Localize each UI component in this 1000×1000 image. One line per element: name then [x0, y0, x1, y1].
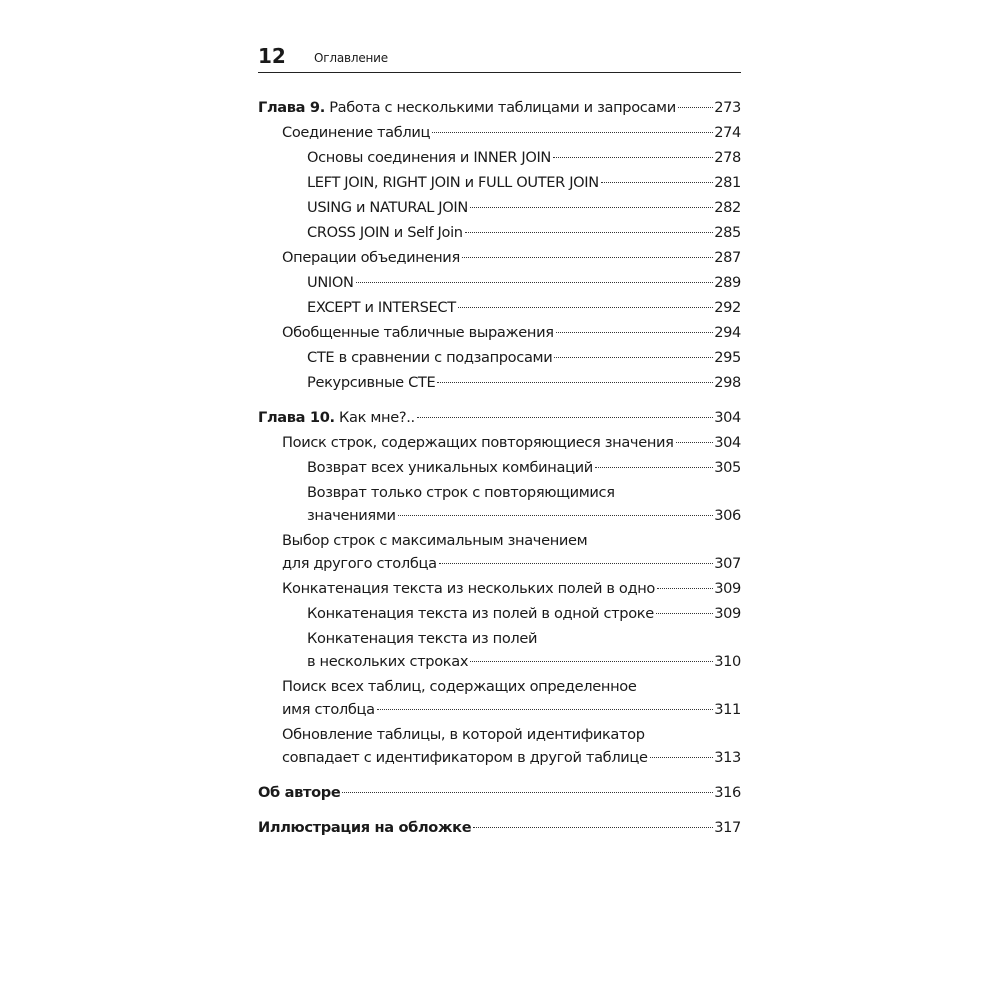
toc-page-number: 317 [714, 819, 741, 836]
toc-subsection [258, 146, 741, 169]
toc-subsection [258, 371, 741, 394]
page-number: 12 [258, 44, 286, 68]
dot-leader [398, 515, 714, 516]
subsection-title-line: значениями [307, 507, 396, 524]
section-title-line: Выбор строк с максимальным значением [282, 532, 588, 549]
dot-leader [553, 157, 713, 158]
toc-subsection [258, 456, 741, 479]
dot-leader [676, 442, 714, 443]
toc-page-number: 295 [714, 349, 741, 366]
toc-section [258, 723, 741, 769]
subsection-title-line: Возврат только строк с повторяющимися [307, 484, 615, 501]
toc-subsection [258, 296, 741, 319]
toc-page-number: 294 [714, 324, 741, 341]
dot-leader [473, 827, 713, 828]
toc-page-number: 282 [714, 199, 741, 216]
cover-illustration-title: Иллюстрация на обложке [258, 819, 472, 836]
subsection-title-line: Конкатенация текста из полей [307, 630, 538, 647]
toc-section [258, 246, 741, 269]
chapter-title: Работа с несколькими таблицами и запросами [329, 99, 676, 116]
chapter-label: Глава 10. [258, 409, 335, 426]
dot-leader [432, 132, 713, 133]
toc-page-number: 304 [714, 434, 741, 451]
section-title: Соединение таблиц [282, 124, 431, 141]
toc-page-number: 273 [714, 99, 741, 116]
toc-subsection [258, 196, 741, 219]
dot-leader [342, 792, 713, 793]
toc-page-number: 311 [714, 701, 741, 718]
chapter-title: Как мне?.. [339, 409, 415, 426]
toc-page-number: 305 [714, 459, 741, 476]
subsection-title: LEFT JOIN, RIGHT JOIN и FULL OUTER JOIN [307, 174, 599, 191]
dot-leader [439, 563, 714, 564]
dot-leader [462, 257, 713, 258]
dot-leader [554, 357, 713, 358]
dot-leader [595, 467, 713, 468]
dot-leader [470, 661, 713, 662]
toc-subsection [258, 346, 741, 369]
section-title: Поиск строк, содержащих повторяющиеся значения [282, 434, 674, 451]
subsection-title: Возврат всех уникальных комбинаций [307, 459, 593, 476]
dot-leader [657, 588, 713, 589]
toc-section [258, 321, 741, 344]
toc-page-number: 281 [714, 174, 741, 191]
about-author-title: Об авторе [258, 784, 341, 801]
toc-chapter-10 [258, 406, 741, 429]
subsection-title: Рекурсивные CTE [307, 374, 436, 391]
toc-page-number: 313 [714, 749, 741, 766]
toc-section [258, 431, 741, 454]
toc-page-number: 307 [714, 555, 741, 572]
toc-subsection [258, 221, 741, 244]
toc-page-number: 309 [714, 580, 741, 597]
section-title-line: совпадает с идентификатором в другой таблице [282, 749, 648, 766]
dot-leader [650, 757, 714, 758]
dot-leader [656, 613, 713, 614]
dot-leader [601, 182, 713, 183]
dot-leader [417, 417, 713, 418]
subsection-title: UNION [307, 274, 354, 291]
subsection-title: CTE в сравнении с подзапросами [307, 349, 553, 366]
toc-subsection [258, 271, 741, 294]
subsection-title: Основы соединения и INNER JOIN [307, 149, 551, 166]
toc-page-number: 289 [714, 274, 741, 291]
toc-page-number: 292 [714, 299, 741, 316]
subsection-title: EXCEPT и INTERSECT [307, 299, 456, 316]
toc-subsection [258, 171, 741, 194]
subsection-title: USING и NATURAL JOIN [307, 199, 468, 216]
toc-subsection [258, 627, 741, 673]
dot-leader [470, 207, 713, 208]
section-title-line: Обновление таблицы, в которой идентификатор [282, 726, 645, 743]
dot-leader [678, 107, 713, 108]
toc-subsection [258, 481, 741, 527]
toc-subsection [258, 602, 741, 625]
toc-cover-illustration [258, 816, 741, 839]
toc-page-number: 285 [714, 224, 741, 241]
section-title: Конкатенация текста из нескольких полей в одно [282, 580, 655, 597]
section-title-line: для другого столбца [282, 555, 437, 572]
dot-leader [356, 282, 714, 283]
toc-section [258, 121, 741, 144]
toc-section [258, 529, 741, 575]
section-title: Обобщенные табличные выражения [282, 324, 554, 341]
chapter-label: Глава 9. [258, 99, 325, 116]
subsection-title: CROSS JOIN и Self Join [307, 224, 463, 241]
toc-page-number: 278 [714, 149, 741, 166]
section-title-line: Поиск всех таблиц, содержащих определенное [282, 678, 637, 695]
subsection-title: Конкатенация текста из полей в одной строке [307, 605, 654, 622]
dot-leader [437, 382, 713, 383]
toc-section [258, 675, 741, 721]
toc-page-number: 298 [714, 374, 741, 391]
subsection-title-line: в нескольких строках [307, 653, 469, 670]
running-title: Оглавление [314, 51, 388, 65]
toc-page-number: 309 [714, 605, 741, 622]
section-title: Операции объединения [282, 249, 460, 266]
toc-about-author [258, 781, 741, 804]
dot-leader [465, 232, 714, 233]
section-title-line: имя столбца [282, 701, 375, 718]
toc-page-number: 274 [714, 124, 741, 141]
toc-page-number: 306 [714, 507, 741, 524]
dot-leader [377, 709, 713, 710]
dot-leader [458, 307, 713, 308]
dot-leader [556, 332, 714, 333]
toc-chapter-9 [258, 96, 741, 119]
toc-page-number: 304 [714, 409, 741, 426]
running-head [258, 44, 741, 73]
toc-page-number: 310 [714, 653, 741, 670]
table-of-contents [258, 96, 741, 841]
toc-page-number: 316 [714, 784, 741, 801]
toc-page-number: 287 [714, 249, 741, 266]
toc-section [258, 577, 741, 600]
